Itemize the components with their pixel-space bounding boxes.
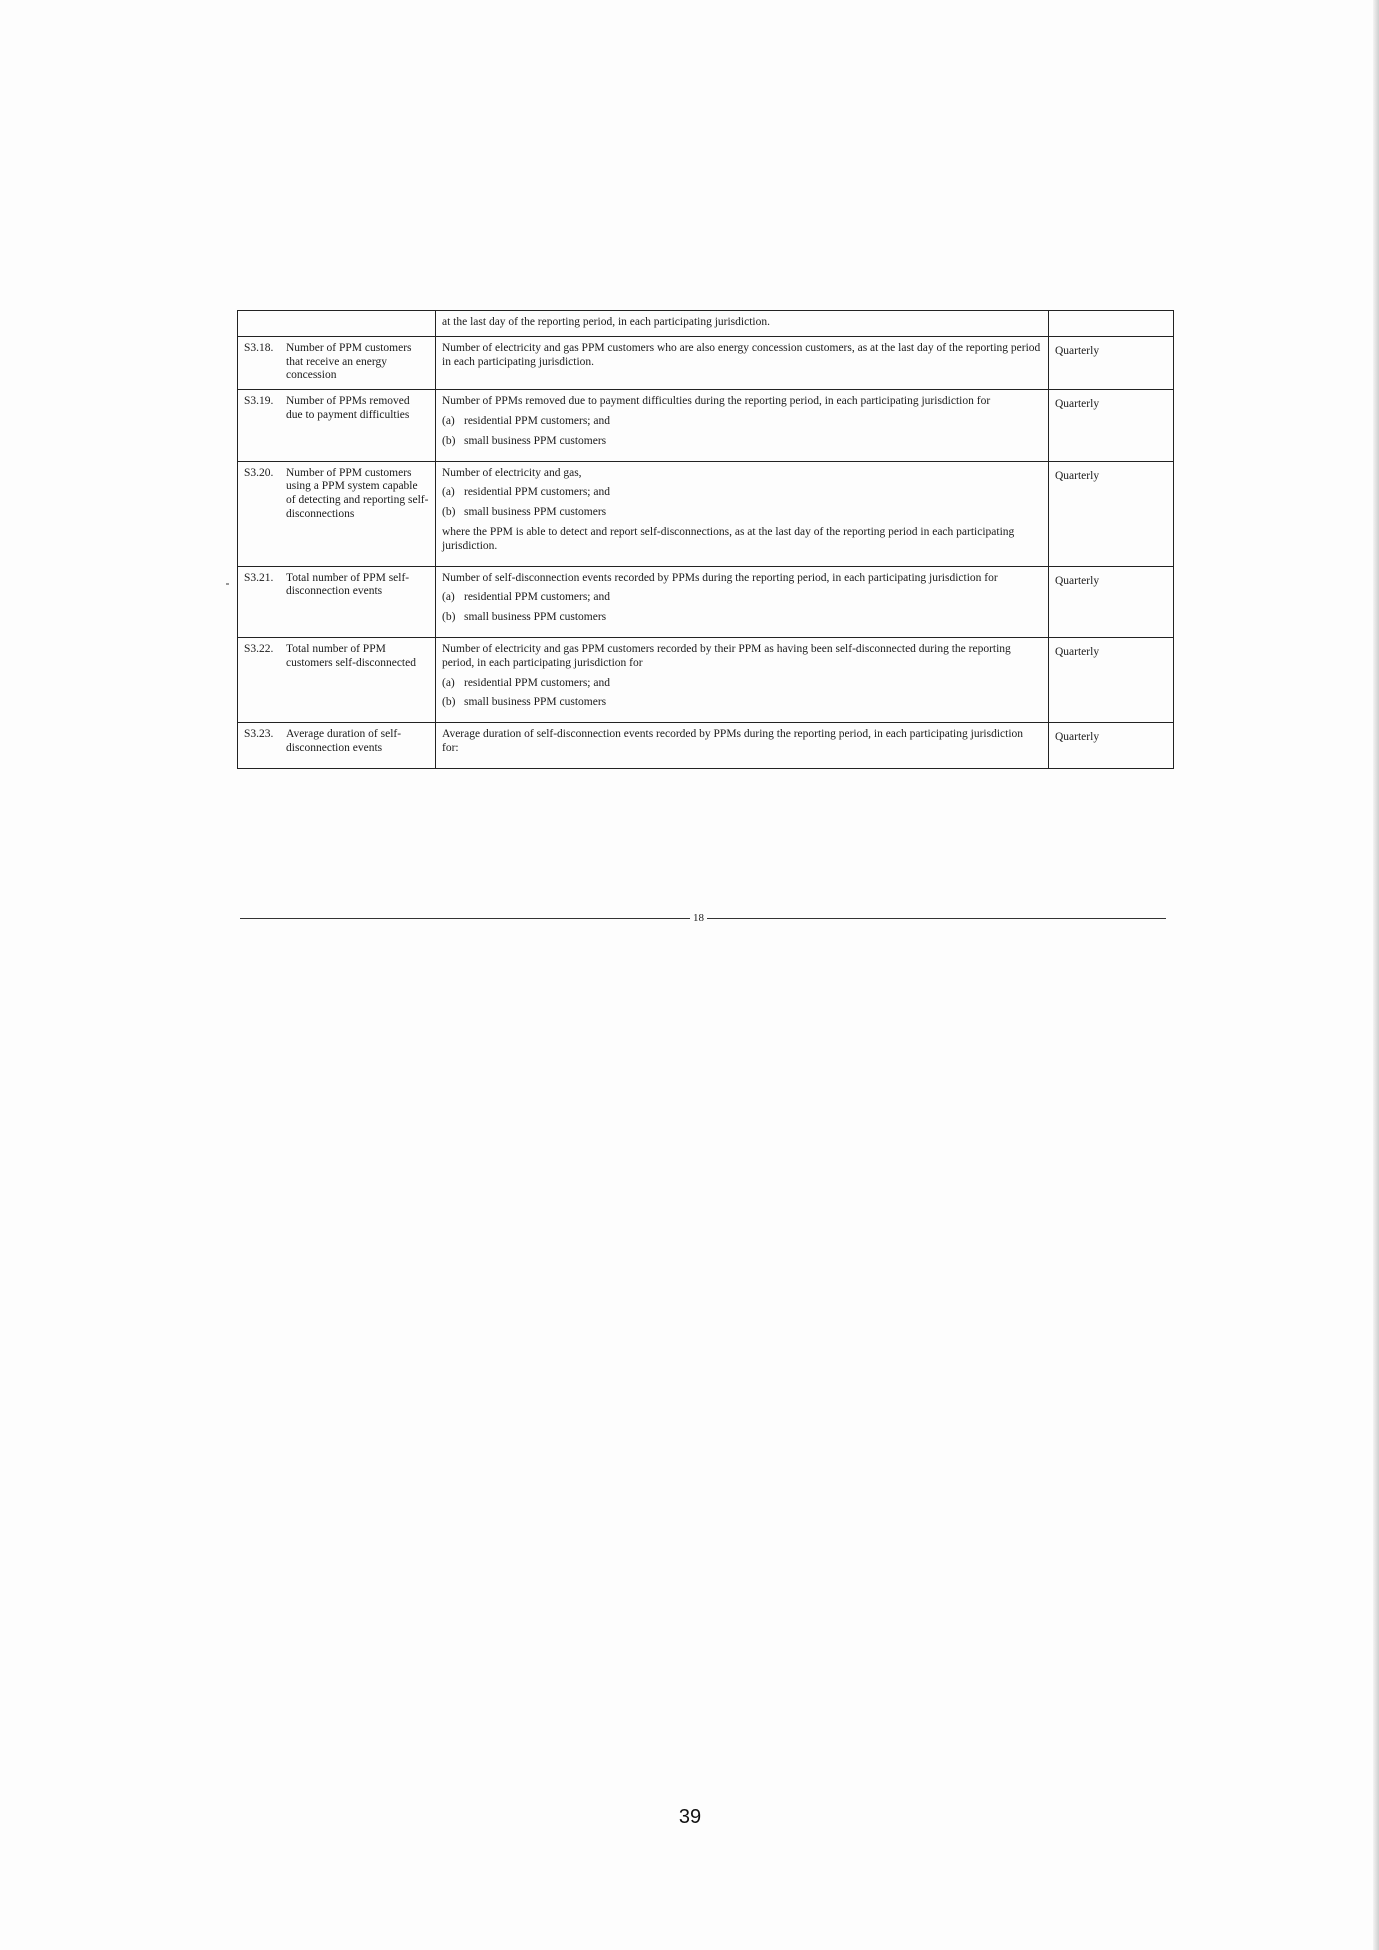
list-item-label: (a) <box>442 591 455 604</box>
indicator-cell <box>238 637 436 722</box>
list-item <box>442 435 1042 449</box>
scan-speck <box>226 583 229 585</box>
description-text: Number of electricity and gas, <box>442 466 582 479</box>
description-text: Number of electricity and gas PPM customers recorded by their PPM as having been self-disconnected during the reporting period, in each participating jurisdiction for <box>442 642 1011 669</box>
indicator-name: Total number of PPM customers self-disconnected <box>286 642 416 669</box>
indicator-cell <box>238 566 436 637</box>
indicator-id: S3.21. <box>244 571 274 584</box>
description-cell <box>436 461 1049 566</box>
inner-page-number: 18 <box>690 912 707 924</box>
frequency-cell: Quarterly <box>1049 336 1174 389</box>
indicator-cell <box>238 336 436 389</box>
reporting-indicators-table <box>237 310 1174 769</box>
list-item-label: (b) <box>442 696 456 709</box>
continuation-row <box>238 311 1174 337</box>
description-cell <box>436 390 1049 461</box>
table-row <box>238 461 1174 566</box>
empty-cell <box>1049 311 1174 337</box>
list-item-label: (a) <box>442 676 455 689</box>
indicator-id: S3.22. <box>244 642 274 655</box>
list-item <box>442 415 1042 429</box>
frequency-cell: Quarterly <box>1049 390 1174 461</box>
frequency-cell: Quarterly <box>1049 637 1174 722</box>
indicator-id: S3.23. <box>244 728 274 741</box>
list-item <box>442 506 1042 520</box>
list-item <box>442 696 1042 710</box>
continuation-text: at the last day of the reporting period, in each participating jurisdiction. <box>436 311 1049 337</box>
indicator-id: S3.19. <box>244 395 274 408</box>
description-text: Number of electricity and gas PPM customers who are also energy concession customers, as at the last day of the reporting period in each participating jurisdiction. <box>442 341 1041 368</box>
description-text: Number of self-disconnection events recorded by PPMs during the reporting period, in each participating jurisdiction for <box>442 571 998 584</box>
list-item-text: residential PPM customers; and <box>464 676 610 689</box>
indicator-name: Number of PPM customers that receive an energy concession <box>286 341 412 382</box>
indicator-name: Total number of PPM self-disconnection events <box>286 571 410 598</box>
indicator-cell <box>238 390 436 461</box>
table-row <box>238 566 1174 637</box>
description-cell <box>436 566 1049 637</box>
list-item-label: (b) <box>442 434 456 447</box>
description-cell <box>436 723 1049 769</box>
empty-cell <box>238 311 436 337</box>
list-item-label: (b) <box>442 611 456 624</box>
frequency-cell: Quarterly <box>1049 461 1174 566</box>
list-item <box>442 611 1042 625</box>
list-item-label: (a) <box>442 486 455 499</box>
frequency-cell: Quarterly <box>1049 566 1174 637</box>
table-row <box>238 336 1174 389</box>
table-row <box>238 637 1174 722</box>
list-item-text: small business PPM customers <box>464 506 607 519</box>
table-row <box>238 390 1174 461</box>
table-row <box>238 723 1174 769</box>
frequency-cell: Quarterly <box>1049 723 1174 769</box>
list-item-text: residential PPM customers; and <box>464 414 610 427</box>
indicator-name: Number of PPMs removed due to payment difficulties <box>286 395 410 421</box>
description-text: Number of PPMs removed due to payment difficulties during the reporting period, in each participating jurisdiction for <box>442 395 991 408</box>
indicator-id: S3.18. <box>244 341 274 354</box>
page-number: 39 <box>678 1806 702 1828</box>
list-item <box>442 486 1042 500</box>
indicator-id: S3.20. <box>244 466 274 479</box>
description-note: where the PPM is able to detect and report self-disconnections, as at the last day of the reporting period in each participating jurisdiction. <box>442 525 1015 552</box>
list-item <box>442 677 1042 691</box>
list-item-text: residential PPM customers; and <box>464 591 610 604</box>
indicator-name: Average duration of self-disconnection events <box>286 728 402 754</box>
indicator-name: Number of PPM customers using a PPM system capable of detecting and reporting self-disconnections <box>286 466 429 520</box>
description-text: Average duration of self-disconnection events recorded by PPMs during the reporting period, in each participating jurisdiction for: <box>442 728 1024 754</box>
indicator-cell <box>238 723 436 769</box>
scan-edge <box>1373 0 1379 1950</box>
description-cell <box>436 336 1049 389</box>
description-cell <box>436 637 1049 722</box>
indicator-cell <box>238 461 436 566</box>
list-item <box>442 591 1042 605</box>
list-item-text: small business PPM customers <box>464 434 607 447</box>
list-item-text: small business PPM customers <box>464 611 607 624</box>
list-item-label: (b) <box>442 506 456 519</box>
list-item-text: residential PPM customers; and <box>464 486 610 499</box>
list-item-label: (a) <box>442 414 455 427</box>
list-item-text: small business PPM customers <box>464 696 607 709</box>
